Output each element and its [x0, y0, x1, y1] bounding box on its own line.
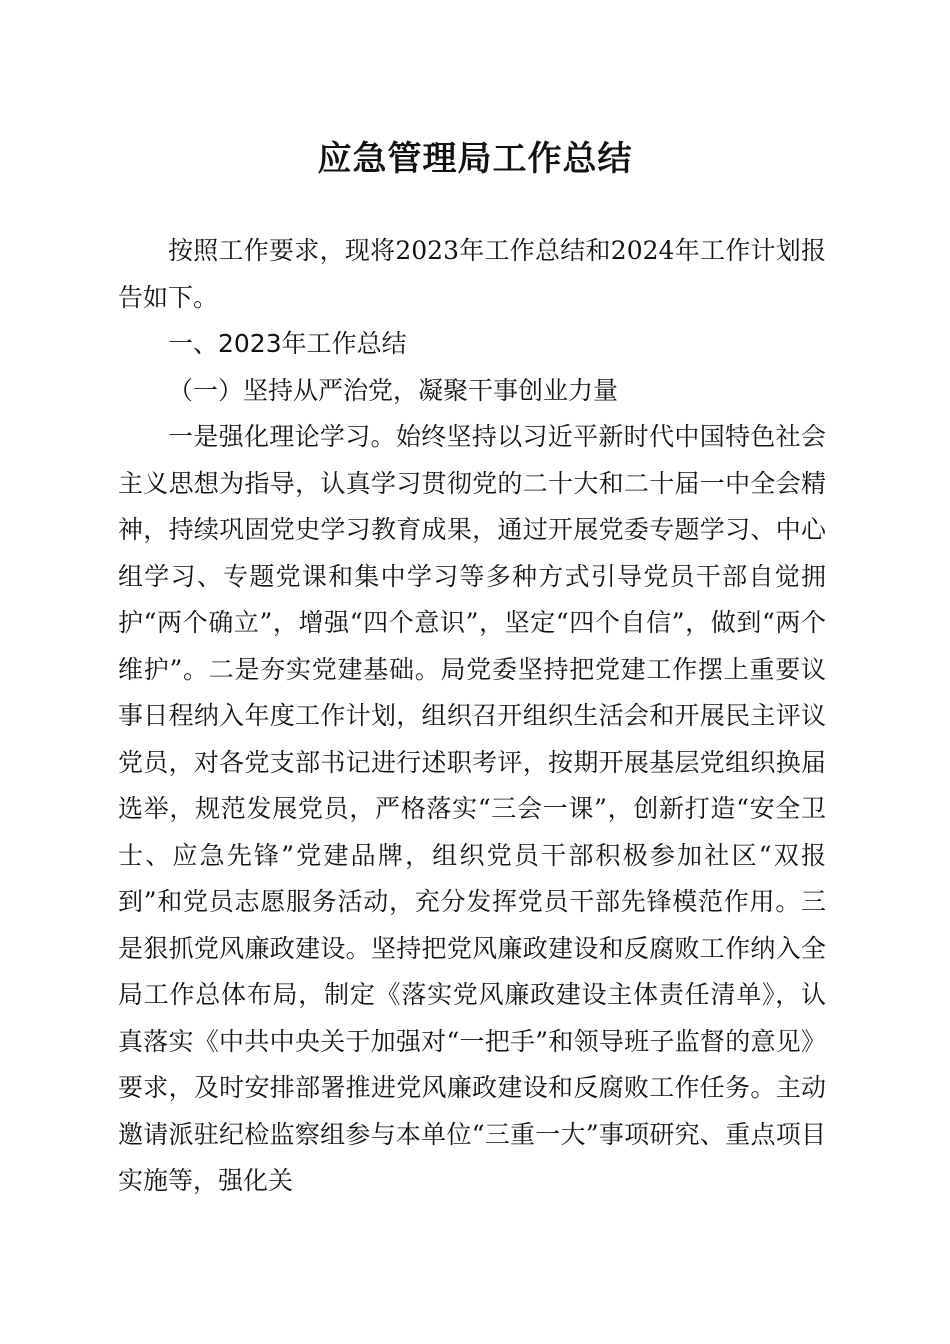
document-title: 应急管理局工作总结 — [317, 139, 633, 179]
document-body — [118, 228, 826, 1205]
body-paragraph: 一是强化理论学习。始终坚持以习近平新时代中国特色社会主义思想为指导，认真学习贯彻党的二十大和二十届一中全会精神，持续巩固党史学习教育成果，通过开展党委专题学习、中心组学习、专题党课和集中学习等多种方式引导党员干部自觉拥护“两个确立”，增强“四个意识”，坚定“四个自信”，做到“两个维护”。二是夯实党建基础。局党委坚持把党建工作摆上重要议事日程纳入年度工作计划，组织召开组织生活会和开展民主评议党员，对各党支部书记进行述职考评，按期开展基层党组织换届选举，规范发展党员，严格落实“三会一课”，创新打造“安全卫士、应急先锋”党建品牌，组织党员干部积极参加社区“双报到”和党员志愿服务活动，充分发挥党员干部先锋模范作用。三是狠抓党风廉政建设。坚持把党风廉政建设和反腐败工作纳入全局工作总体布局，制定《落实党风廉政建设主体责任清单》，认真落实《中共中央关于加强对“一把手”和领导班子监督的意见》要求，及时安排部署推进党风廉政建设和反腐败工作任务。主动邀请派驻纪检监察组参与本单位“三重一大”事项研究、重点项目实施等，强化关 — [118, 422, 826, 1195]
subsection-heading: （一）坚持从严治党，凝聚干事创业力量 — [168, 375, 619, 405]
intro-paragraph: 按照工作要求，现将2023年工作总结和2024年工作计划报告如下。 — [118, 236, 826, 312]
section-heading: 一、2023年工作总结 — [168, 329, 407, 358]
